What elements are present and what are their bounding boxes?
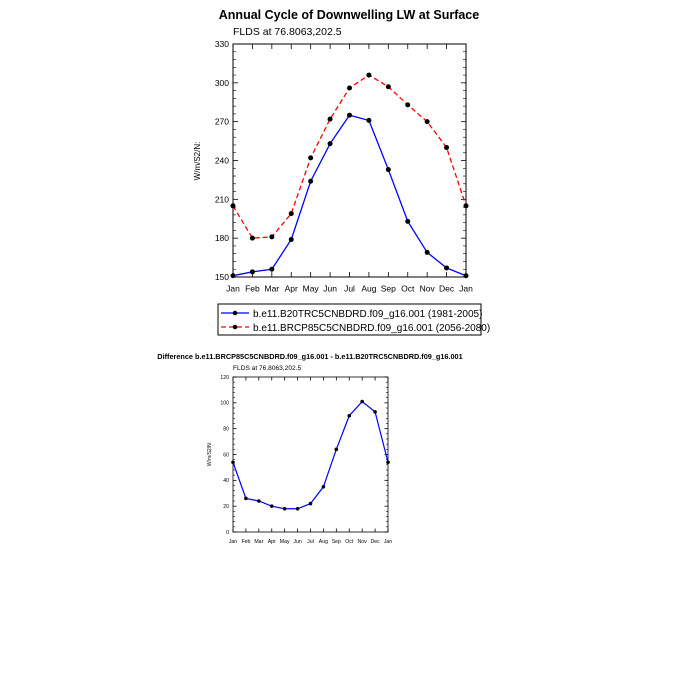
x-axis-ticks [226, 44, 473, 294]
series-line-2 [233, 75, 466, 238]
chart-subtitle: FLDS at 76.8063,202.5 [233, 365, 302, 372]
series-2-point [308, 155, 313, 160]
series-1-point [328, 141, 333, 146]
x-tick-label: Oct [401, 283, 415, 294]
series-1-point [283, 507, 287, 511]
series-2-point [366, 73, 371, 78]
legend-label-series-1: b.e11.B20TRC5CNBDRD.f09_g16.001 (1981-2005) [253, 309, 483, 320]
difference-chart [157, 352, 462, 545]
y-tick-label: 300 [214, 77, 229, 88]
y-tick-label: 210 [214, 194, 229, 205]
y-tick-label: 20 [223, 503, 229, 510]
series-1-point [444, 265, 449, 270]
y-tick-label: 240 [214, 155, 229, 166]
series-group [231, 400, 390, 511]
x-axis-ticks [229, 377, 392, 545]
series-1-point [347, 414, 351, 418]
y-axis-ticks [215, 39, 466, 282]
series-2-point [250, 236, 255, 241]
y-tick-label: 0 [226, 529, 229, 536]
series-1-point [335, 448, 339, 452]
x-tick-label: May [302, 283, 319, 294]
y-tick-label: 100 [220, 400, 229, 407]
legend [218, 304, 490, 335]
y-axis-label: W/m/S2/N: [193, 141, 202, 181]
y-tick-label: 270 [214, 116, 229, 127]
x-tick-label: Jun [323, 283, 337, 294]
series-1-point [347, 113, 352, 118]
x-tick-label: Jan [226, 283, 240, 294]
series-1-point [250, 269, 255, 274]
y-tick-label: 120 [220, 374, 229, 381]
y-tick-label: 180 [214, 233, 229, 244]
x-tick-label: Apr [284, 283, 298, 294]
series-1-point [360, 400, 364, 404]
series-2-point [464, 203, 469, 208]
x-tick-label: Dec [439, 283, 455, 294]
x-tick-label: Nov [419, 283, 435, 294]
series-1-point [309, 502, 313, 506]
series-1-point [257, 499, 261, 503]
x-tick-label: Jun [293, 539, 302, 546]
series-1-point [464, 273, 469, 278]
series-1-point [231, 273, 236, 278]
series-1-point [244, 497, 248, 501]
series-1-point [386, 167, 391, 172]
y-tick-label: 330 [214, 38, 229, 49]
plot-frame [233, 377, 388, 532]
y-tick-label: 80 [223, 426, 229, 433]
series-1-point [322, 485, 326, 489]
x-tick-label: Dec [370, 539, 380, 546]
x-tick-label: Aug [361, 283, 377, 294]
series-1-point [269, 267, 274, 272]
series-2-point [405, 102, 410, 107]
chart-title: Annual Cycle of Downwelling LW at Surface [218, 8, 480, 22]
x-tick-label: Jan [459, 283, 473, 294]
x-tick-label: Jan [228, 539, 238, 546]
x-tick-label: Nov [357, 539, 367, 546]
x-tick-label: Sep [380, 283, 396, 294]
y-axis-ticks [220, 375, 388, 536]
chart-subtitle: FLDS at 76.8063,202.5 [233, 26, 342, 38]
series-1-point [231, 460, 235, 464]
plot-frame [233, 44, 466, 277]
series-2-point [269, 234, 274, 239]
x-tick-label: Apr [267, 539, 276, 546]
y-tick-label: 60 [223, 452, 229, 459]
x-tick-label: Feb [241, 539, 251, 546]
series-1-point [296, 507, 300, 511]
series-1-point [386, 460, 390, 464]
x-tick-label: Oct [345, 539, 354, 546]
legend-marker-series-2 [233, 325, 238, 330]
chart-title: Difference b.e11.BRCP85C5CNBDRD.f09_g16.001 - b.e11.B20TRC5CNBDRD.f09_g16.001 [157, 352, 463, 361]
series-2-point [328, 117, 333, 122]
series-line-1 [233, 402, 388, 509]
annual-cycle-chart [193, 8, 490, 335]
x-tick-label: Jul [344, 283, 355, 294]
x-tick-label: Jul [307, 539, 314, 546]
x-tick-label: Feb [245, 283, 260, 294]
series-1-point [373, 410, 377, 414]
x-tick-label: Jan [383, 539, 393, 546]
x-tick-label: Aug [318, 539, 329, 546]
series-1-point [366, 118, 371, 123]
series-2-point [347, 86, 352, 91]
series-2-point [386, 84, 391, 89]
y-tick-label: 150 [214, 271, 229, 282]
series-line-1 [233, 115, 466, 276]
legend-marker-series-1 [233, 311, 238, 316]
x-tick-label: Mar [254, 539, 264, 546]
series-1-point [405, 219, 410, 224]
series-1-point [270, 504, 274, 508]
series-2-point [444, 145, 449, 150]
y-tick-label: 40 [223, 478, 229, 485]
series-2-point [231, 203, 236, 208]
x-tick-label: Sep [331, 539, 341, 546]
x-tick-label: May [279, 539, 290, 546]
x-tick-label: Mar [264, 283, 280, 294]
series-2-point [425, 119, 430, 124]
series-1-point [425, 250, 430, 255]
series-1-point [308, 179, 313, 184]
series-group [231, 73, 469, 279]
legend-label-series-2: b.e11.BRCP85C5CNBDRD.f09_g16.001 (2056-2080) [253, 323, 491, 334]
y-axis-label: W/m/S2/N: [207, 441, 213, 467]
series-2-point [289, 211, 294, 216]
series-1-point [289, 237, 294, 242]
